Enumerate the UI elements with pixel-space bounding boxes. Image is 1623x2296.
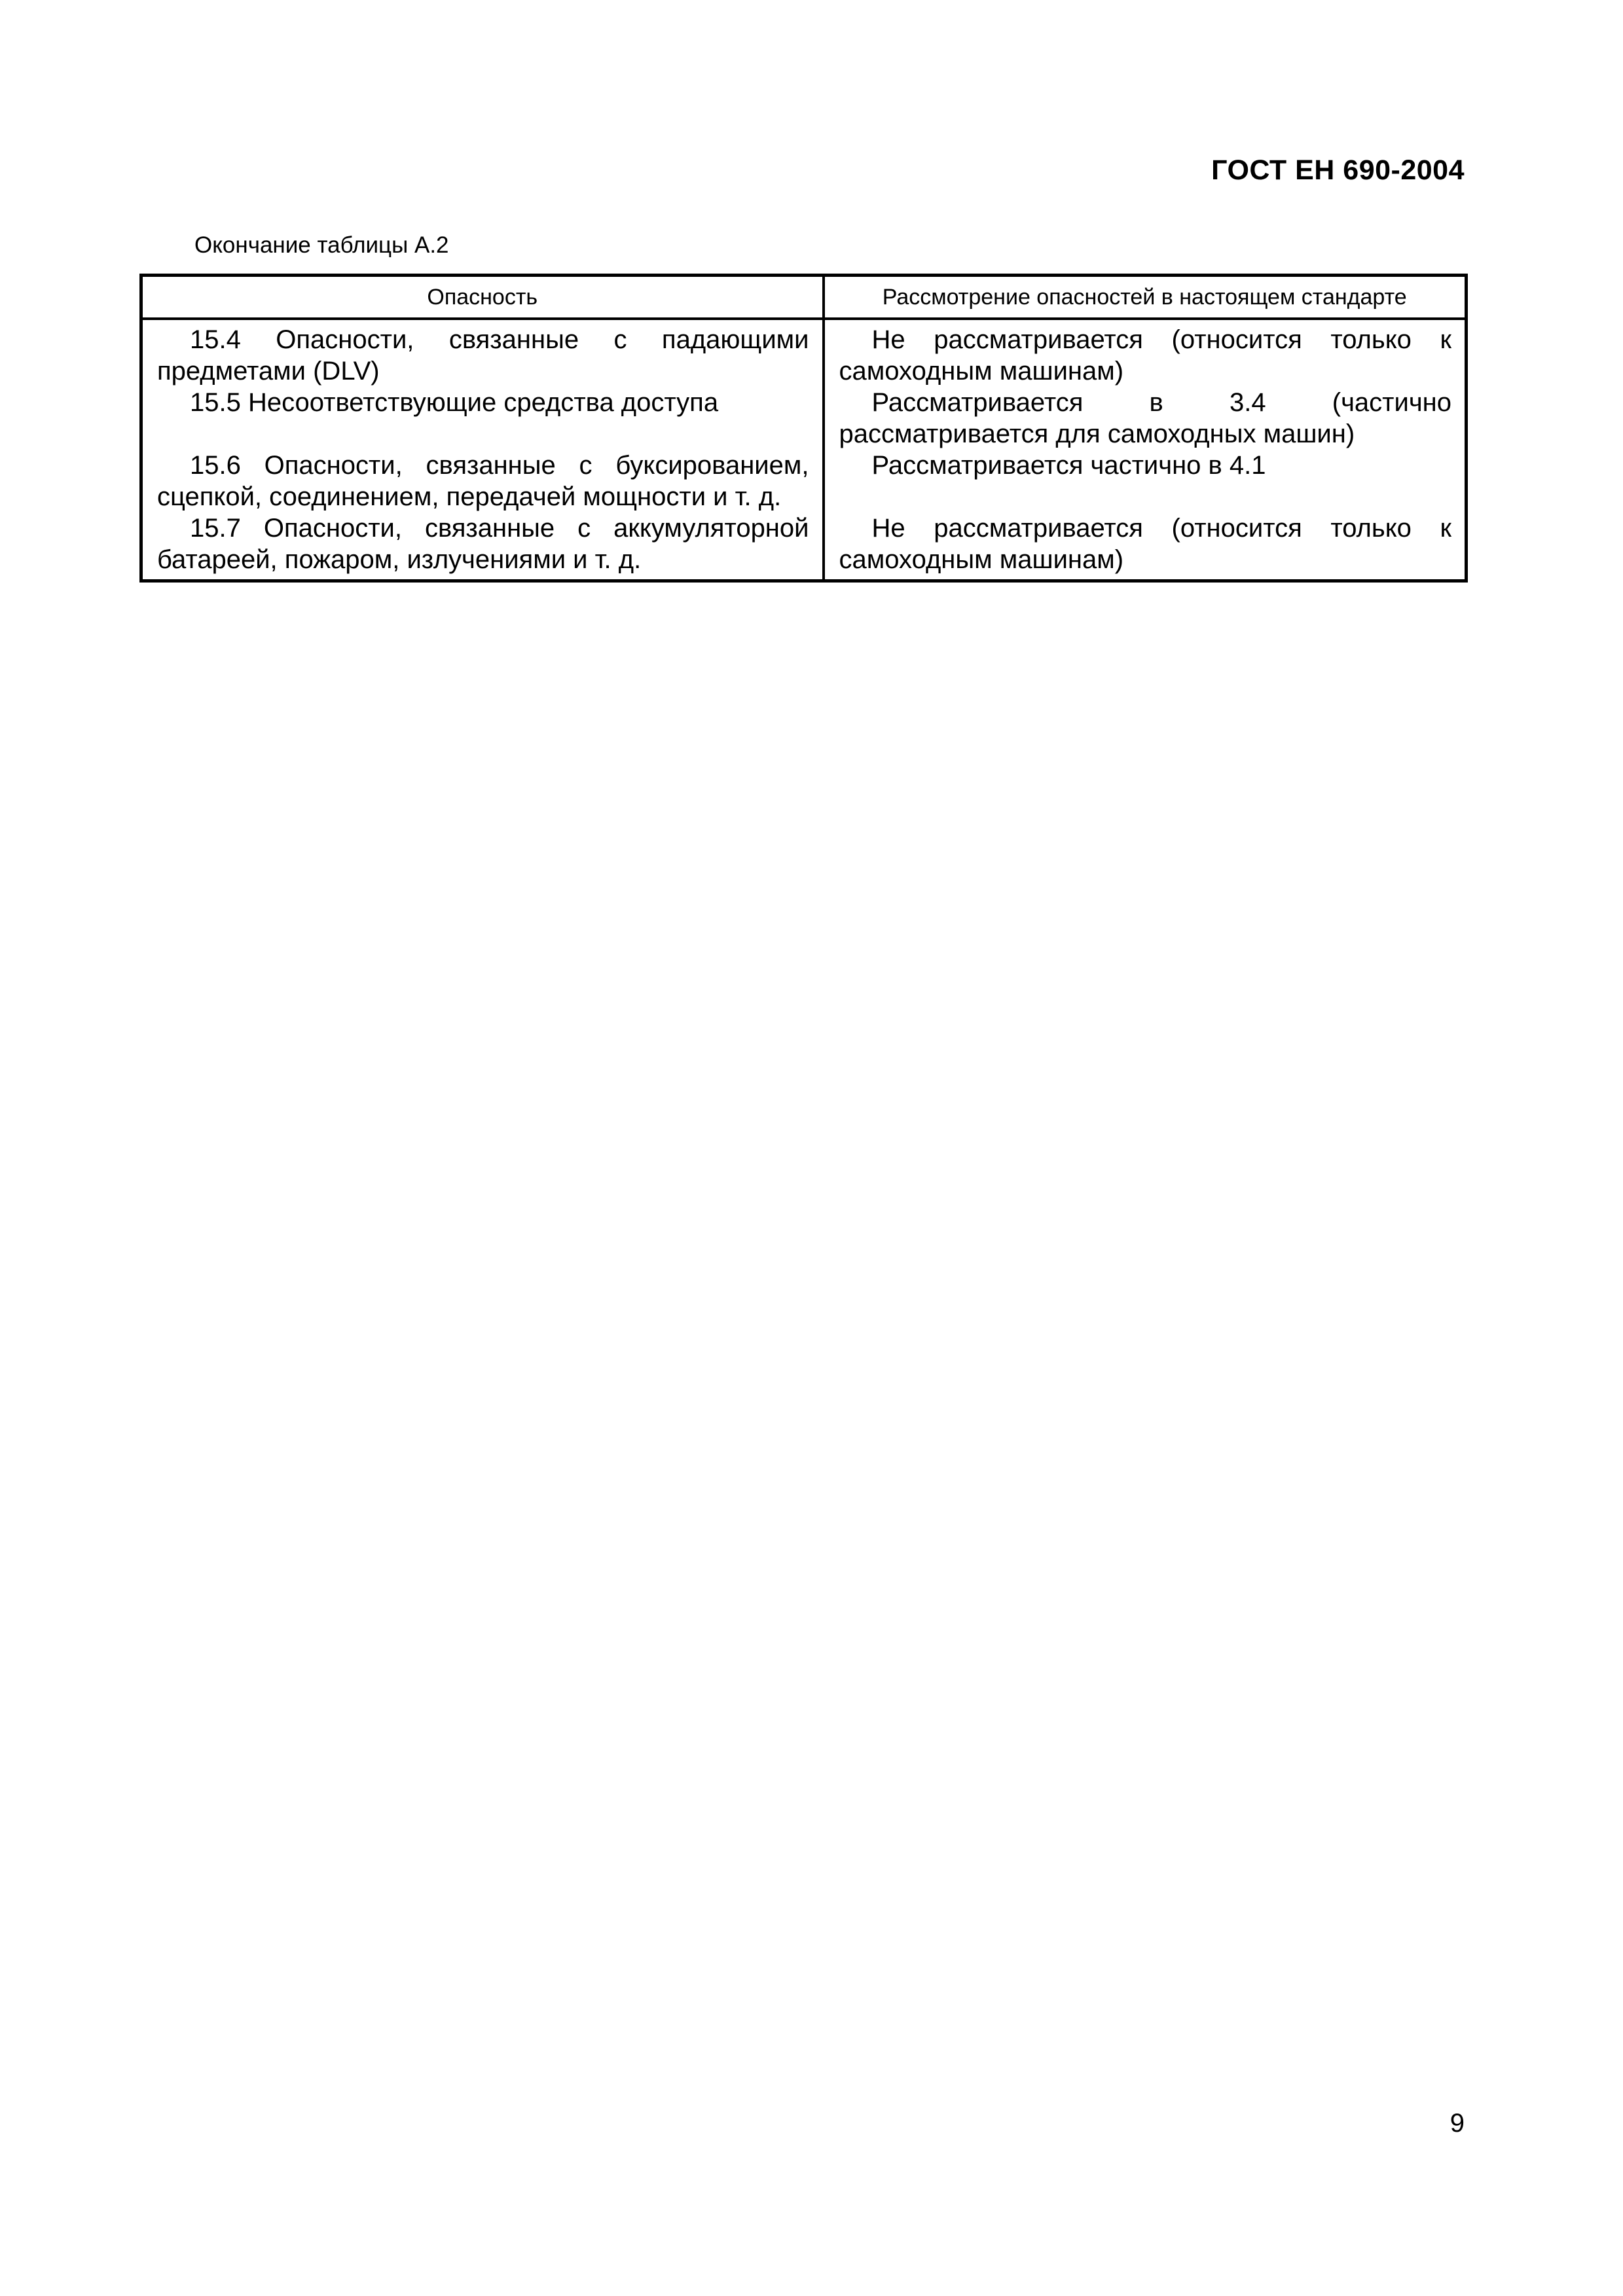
table-row xyxy=(141,450,1467,512)
consideration-cell: Не рассматривается (относится только к самоходным машинам) xyxy=(824,319,1467,387)
hazard-cell: 15.6 Опасности, связанные с буксированием, сцепкой, соединением, передачей мощности и т. д. xyxy=(141,450,824,512)
table-row xyxy=(141,512,1467,581)
consideration-cell: Рассматривается частично в 4.1 xyxy=(824,450,1467,512)
hazard-cell: 15.5 Несоответствующие средства доступа xyxy=(141,387,824,450)
page-number: 9 xyxy=(1450,2109,1465,2138)
table-row xyxy=(141,387,1467,450)
document-code: ГОСТ ЕН 690-2004 xyxy=(1211,154,1465,186)
hazard-cell: 15.7 Опасности, связанные с аккумуляторной батареей, пожаром, излучениями и т. д. xyxy=(141,512,824,581)
hazards-table xyxy=(139,274,1468,583)
column-header-consideration: Рассмотрение опасностей в настоящем стандарте xyxy=(824,276,1467,319)
table-row xyxy=(141,319,1467,387)
table-header-row xyxy=(141,276,1467,319)
consideration-cell: Рассматривается в 3.4 (частично рассматривается для самоходных машин) xyxy=(824,387,1467,450)
table-caption: Окончание таблицы А.2 xyxy=(194,232,449,258)
consideration-cell: Не рассматривается (относится только к самоходным машинам) xyxy=(824,512,1467,581)
column-header-hazard: Опасность xyxy=(141,276,824,319)
hazard-cell: 15.4 Опасности, связанные с падающими предметами (DLV) xyxy=(141,319,824,387)
